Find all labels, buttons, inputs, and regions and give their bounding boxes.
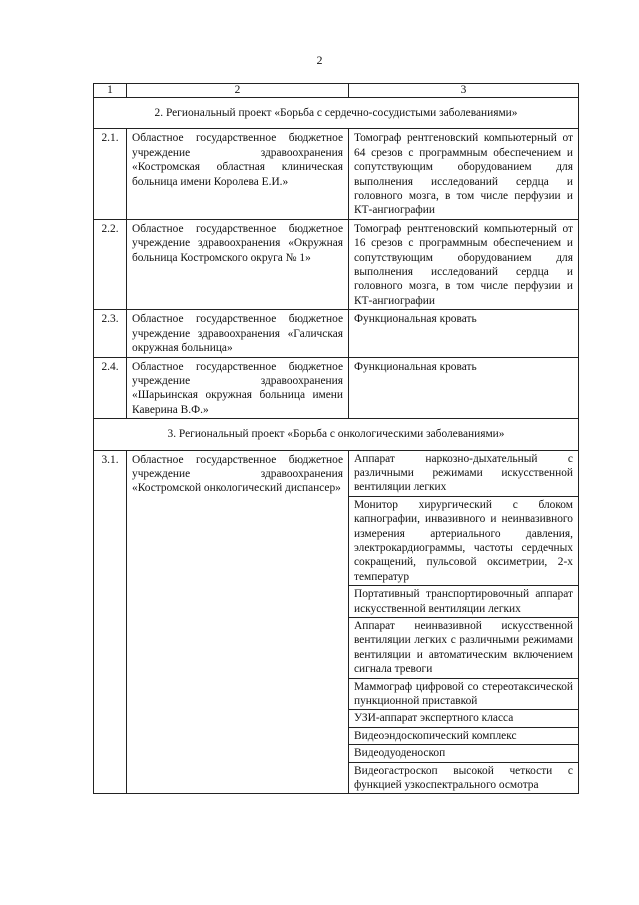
row-number: 2.3. xyxy=(94,310,127,357)
table-header-row xyxy=(94,84,579,98)
equipment-item: Томограф рентгеновский компьютерный от 64 срезов с программным обеспечением и сопутствующим оборудованием для выполнения исследований сердца и головного мозга, в том числе перфузии и КТ-ангиографии xyxy=(349,129,579,219)
equipment-list xyxy=(349,451,578,794)
equipment-item: Функциональная кровать xyxy=(349,310,579,357)
header-col-3: 3 xyxy=(349,84,579,98)
equipment-item: Аппарат наркозно-дыхательный с различными режимами искусственной вентиляции легких xyxy=(349,451,578,497)
equipment-item: Маммограф цифровой со стереотаксической пункционной приставкой xyxy=(349,678,578,710)
page-number: 2 xyxy=(316,53,323,67)
row-number: 3.1. xyxy=(94,450,127,794)
equipment-item: Видеоэндоскопический комплекс xyxy=(349,727,578,744)
row-number: 2.2. xyxy=(94,219,127,309)
equipment-item: Видеодуоденоскоп xyxy=(349,745,578,762)
equipment-table xyxy=(93,83,579,794)
table-row xyxy=(94,129,579,219)
header-col-1: 1 xyxy=(94,84,127,98)
organization-name: Областное государственное бюджетное учреждение здравоохранения «Галичская окружная больница» xyxy=(127,310,349,357)
equipment-item: Томограф рентгеновский компьютерный от 16 срезов с программным обеспечением и сопутствующим оборудованием для выполнения исследований сердца и головного мозга, в том числе перфузии и КТ-ангиографии xyxy=(349,219,579,309)
row-number: 2.4. xyxy=(94,357,127,419)
equipment-item: Аппарат неинвазивной искусственной вентиляции легких с различными режимами вентиляции и автоматическим включением сигнала тревоги xyxy=(349,618,578,679)
organization-name: Областное государственное бюджетное учреждение здравоохранения «Костромская областная клиническая больница имени Королева Е.И.» xyxy=(127,129,349,219)
row-number: 2.1. xyxy=(94,129,127,219)
equipment-item: Функциональная кровать xyxy=(349,357,579,419)
table-row xyxy=(94,219,579,309)
equipment-item: Портативный транспортировочный аппарат искусственной вентиляции легких xyxy=(349,586,578,618)
equipment-item: Видеогастроскоп высокой четкости с функцией узкоспектрального осмотра xyxy=(354,764,573,792)
organization-name: Областное государственное бюджетное учреждение здравоохранения «Костромской онкологический диспансер» xyxy=(127,450,349,794)
equipment-item: УЗИ-аппарат экспертного класса xyxy=(349,710,578,727)
equipment-item: Монитор хирургический с блоком капнографии, инвазивного и неинвазивного измерения артериального давления, электрокардиограммы, частоты сердечных сокращений, пульсовой оксиметрии, 2-х температур xyxy=(349,496,578,585)
table-row xyxy=(94,357,579,419)
equipment-list-cell xyxy=(349,450,579,794)
table-row xyxy=(94,310,579,357)
header-col-2: 2 xyxy=(127,84,349,98)
organization-name: Областное государственное бюджетное учреждение здравоохранения «Окружная больница Костромского округа № 1» xyxy=(127,219,349,309)
section-heading: 2. Региональный проект «Борьба с сердечно-сосудистыми заболеваниями» xyxy=(94,98,579,129)
section-heading: 3. Региональный проект «Борьба с онкологическими заболеваниями» xyxy=(94,419,579,450)
section-heading-row xyxy=(94,419,579,450)
table-row xyxy=(94,450,579,794)
section-heading-row xyxy=(94,98,579,129)
organization-name: Областное государственное бюджетное учреждение здравоохранения «Шарьинская окружная больница имени Каверина В.Ф.» xyxy=(127,357,349,419)
